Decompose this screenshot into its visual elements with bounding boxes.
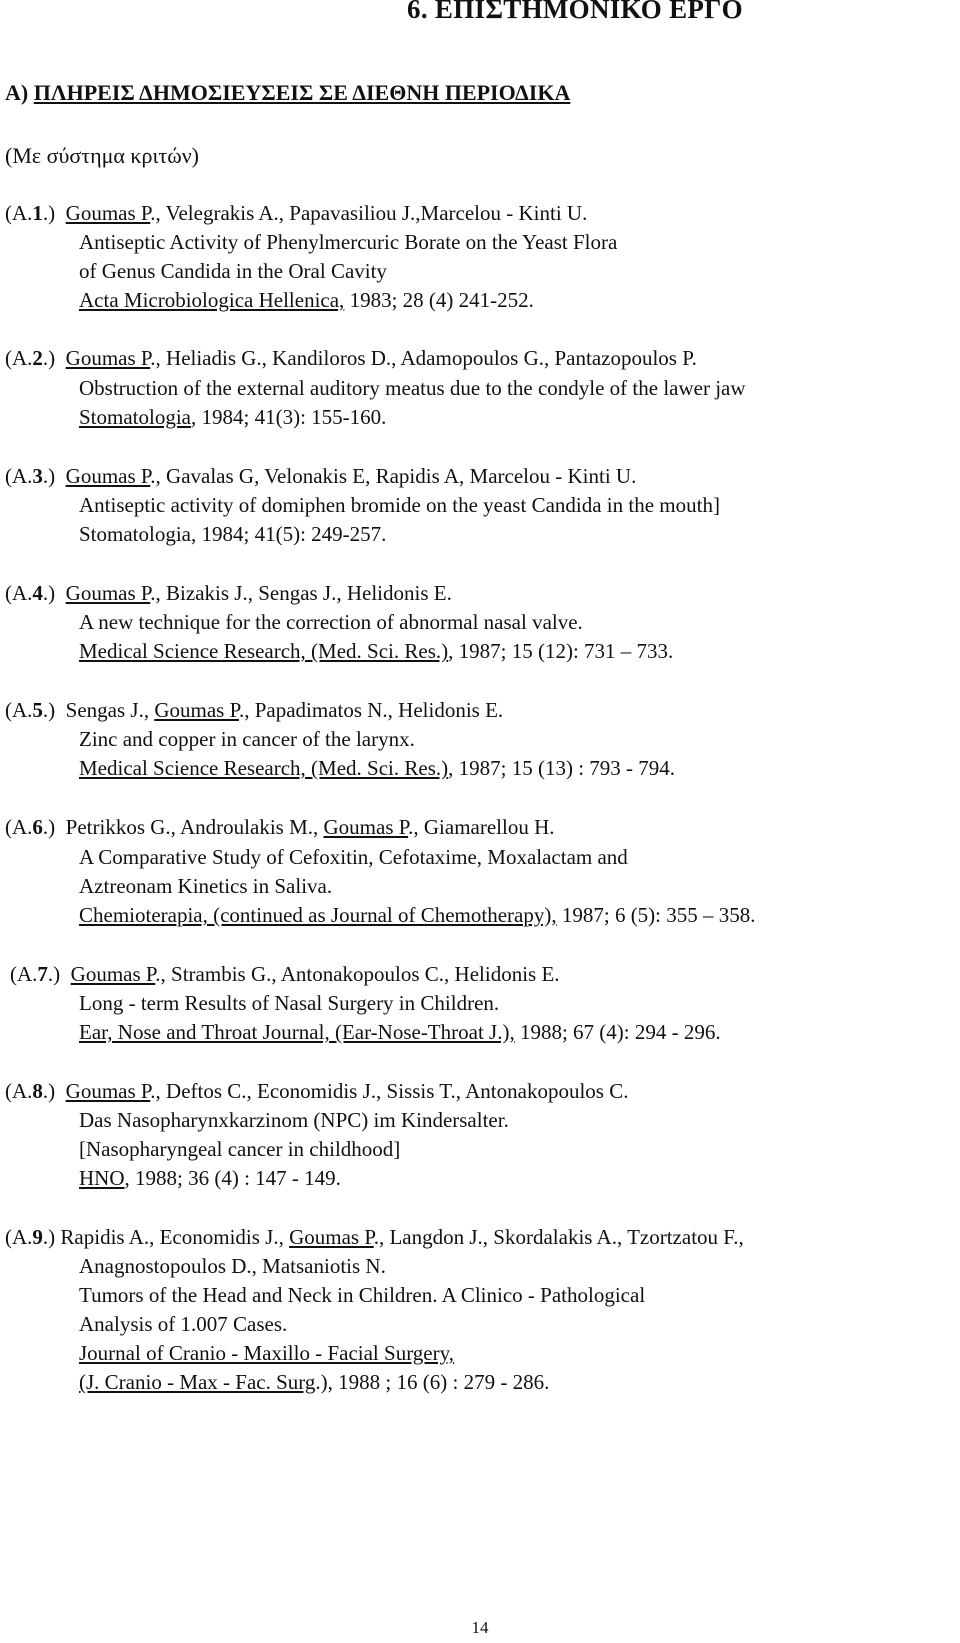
entry-8-highlighted-author: Goumas P bbox=[65, 1079, 151, 1103]
entry-4-journal: Medical Science Research, (Med. Sci. Res.), 1987; 15 (12): 731 – 733. bbox=[79, 639, 674, 663]
entry-1-title-line-1: Antiseptic Activity of Phenylmercuric Borate on the Yeast Flora bbox=[79, 230, 618, 254]
section-heading bbox=[5, 80, 570, 106]
entry-7-title-line-1: Long - term Results of Nasal Surgery in Children. bbox=[79, 991, 500, 1015]
entry-5-journal: Medical Science Research, (Med. Sci. Res.), 1987; 15 (13) : 793 - 794. bbox=[79, 756, 676, 780]
entry-6-highlighted-author: Goumas P bbox=[323, 815, 409, 839]
entry-9-title-line-2: Analysis of 1.007 Cases. bbox=[79, 1312, 288, 1336]
entry-9-authors: (A.9.) Rapidis A., Economidis J., Goumas P., Langdon J., Skordalakis A., Tzortzatou F., bbox=[5, 1225, 744, 1249]
entry-8-title-line-1: Das Nasopharynxkarzinom (NPC) im Kindersalter. bbox=[79, 1108, 509, 1132]
section-prefix: Α) bbox=[5, 80, 34, 105]
entry-9-authors-line-2: Anagnostopoulos D., Matsaniotis N. bbox=[79, 1254, 386, 1278]
entry-7-journal: Ear, Nose and Throat Journal, (Ear-Nose-Throat J.), 1988; 67 (4): 294 - 296. bbox=[79, 1020, 721, 1044]
entry-1-authors: (A.1.) Goumas P., Velegrakis A., Papavasiliou J.,Marcelou - Kinti U. bbox=[5, 201, 588, 225]
entry-2-title-line-1: Obstruction of the external auditory meatus due to the condyle of the lawer jaw bbox=[79, 376, 746, 400]
entry-5-authors: (A.5.) Sengas J., Goumas P., Papadimatos N., Helidonis E. bbox=[5, 698, 504, 722]
entry-1-journal: Acta Microbiologica Hellenica, 1983; 28 (4) 241-252. bbox=[79, 288, 534, 312]
entry-7-highlighted-author: Goumas P bbox=[70, 962, 156, 986]
section-heading-text: ΠΛΗΡΕΙΣ ΔΗΜΟΣΙΕΥΣΕΙΣ ΣΕ ΔΙΕΘΝΗ ΠΕΡΙΟΔΙΚΑ bbox=[33, 80, 571, 105]
entry-8-title-line-2: [Nasopharyngeal cancer in childhood] bbox=[79, 1137, 401, 1161]
entry-2-journal: Stomatologia, 1984; 41(3): 155-160. bbox=[79, 405, 387, 429]
entry-3-title-line-1: Antiseptic activity of domiphen bromide on the yeast Candida in the mouth] bbox=[79, 493, 720, 517]
entry-5-title-line-1: Zinc and copper in cancer of the larynx. bbox=[79, 727, 415, 751]
entry-7-authors: (A.7.) Goumas P., Strambis G., Antonakopoulos C., Helidonis E. bbox=[10, 962, 560, 986]
entry-9-highlighted-author: Goumas P bbox=[289, 1225, 374, 1249]
entry-3-highlighted-author: Goumas P bbox=[65, 464, 151, 488]
page-title: 6. ΕΠΙΣΤΗΜΟΝΙΚΟ ΕΡΓΟ bbox=[407, 0, 743, 24]
entry-2-highlighted-author: Goumas P bbox=[65, 346, 151, 370]
entry-6-title-line-1: A Comparative Study of Cefoxitin, Cefotaxime, Moxalactam and bbox=[79, 845, 628, 869]
entry-9-journal: Journal of Cranio - Maxillo - Facial Surgery, bbox=[79, 1341, 455, 1365]
entry-9-title-line-1: Tumors of the Head and Neck in Children. A Clinico - Pathological bbox=[79, 1283, 646, 1307]
entry-4-title-line-1: A new technique for the correction of abnormal nasal valve. bbox=[79, 610, 583, 634]
entry-1-title-line-2: of Genus Candida in the Oral Cavity bbox=[79, 259, 387, 283]
entry-3-authors: (A.3.) Goumas P., Gavalas G, Velonakis E, Rapidis A, Marcelou - Kinti U. bbox=[5, 464, 637, 488]
entry-6-journal: Chemioterapia, (continued as Journal of Chemotherapy), 1987; 6 (5): 355 – 358. bbox=[79, 903, 756, 927]
entry-9-journal-line-2: (J. Cranio - Max - Fac. Surg.), 1988 ; 16 (6) : 279 - 286. bbox=[79, 1370, 550, 1394]
entry-6-title-line-2: Aztreonam Kinetics in Saliva. bbox=[79, 874, 333, 898]
entry-8-journal: HNO, 1988; 36 (4) : 147 - 149. bbox=[79, 1166, 341, 1190]
entry-1-highlighted-author: Goumas P bbox=[65, 201, 151, 225]
entry-5-highlighted-author: Goumas P bbox=[154, 698, 239, 722]
entry-8-authors: (A.8.) Goumas P., Deftos C., Economidis J., Sissis T., Antonakopoulos C. bbox=[5, 1079, 629, 1103]
entry-4-authors: (A.4.) Goumas P., Bizakis J., Sengas J., Helidonis E. bbox=[5, 581, 452, 605]
peer-review-note: (Με σύστημα κριτών) bbox=[5, 143, 199, 168]
page-number: 14 bbox=[471, 1618, 489, 1637]
entry-3-journal: Stomatologia, 1984; 41(5): 249-257. bbox=[79, 522, 387, 546]
entry-4-highlighted-author: Goumas P bbox=[65, 581, 151, 605]
entry-2-authors: (A.2.) Goumas P., Heliadis G., Kandiloros D., Adamopoulos G., Pantazopoulos P. bbox=[5, 346, 697, 370]
entry-6-authors: (A.6.) Petrikkos G., Androulakis M., Goumas P., Giamarellou H. bbox=[5, 815, 555, 839]
